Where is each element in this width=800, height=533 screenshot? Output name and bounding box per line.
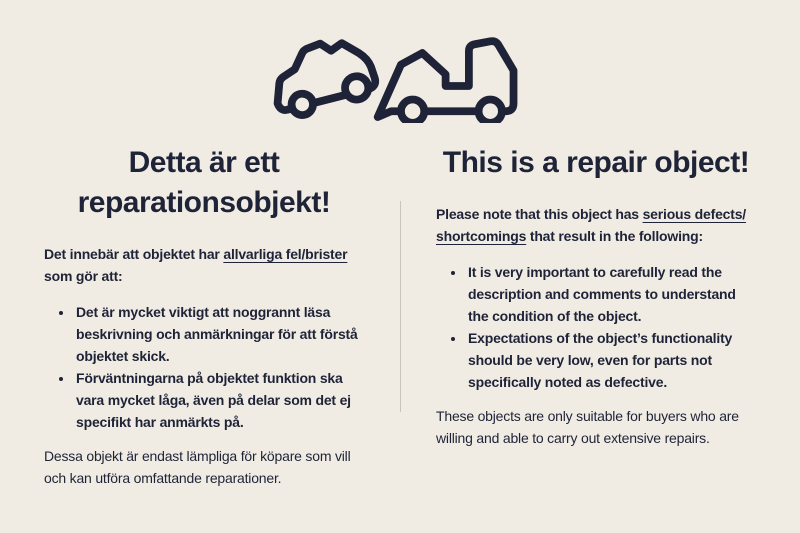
bullet-item: • It is very important to carefully read the description and comments to understand the condition of the object. (466, 261, 756, 327)
english-footer-note: These objects are only suitable for buyers who are willing and able to carry out extensive repairs. (436, 408, 739, 446)
swedish-bullet-list (44, 301, 364, 433)
swedish-heading: Detta är ett reparationsobjekt! (77, 146, 331, 219)
towed-car-icon (0, 0, 800, 123)
english-intro-suffix: that result in the following: (526, 228, 703, 244)
swedish-intro-prefix: Det innebär att objektet har (44, 246, 224, 262)
english-intro-underlined: serious defects/​shortcomings (436, 206, 746, 244)
swedish-intro-suffix: som gör att: (44, 268, 123, 284)
swedish-column (44, 143, 364, 489)
english-heading: This is a repair object! (442, 146, 750, 179)
column-divider (400, 201, 401, 412)
damaged-car-shape (269, 36, 378, 119)
english-bullet-list (436, 261, 756, 393)
towed-car-icon-svg (269, 14, 531, 123)
bullet-item: • Expectations of the object’s functionality should be very low, even for parts not specifically noted as defective. (466, 327, 756, 393)
swedish-intro-underlined: allvarliga fel/brister (223, 246, 348, 262)
english-intro-prefix: Please note that this object has (436, 206, 643, 222)
english-column (436, 143, 756, 489)
tow-truck-shape (378, 41, 514, 123)
bullet-item: • Förväntningarna på objektet funktion ska vara mycket låga, även på delar som det ej specifikt har anmärkts på. (74, 367, 364, 433)
swedish-intro (44, 243, 364, 287)
english-intro (436, 203, 756, 247)
bullet-item: • Det är mycket viktigt att noggrannt läsa beskrivning och anmärkningar för att förstå objektet skick. (74, 301, 364, 367)
swedish-footer-note: Dessa objekt är endast lämpliga för köpare som vill och kan utföra omfattande reparationer. (44, 448, 351, 486)
